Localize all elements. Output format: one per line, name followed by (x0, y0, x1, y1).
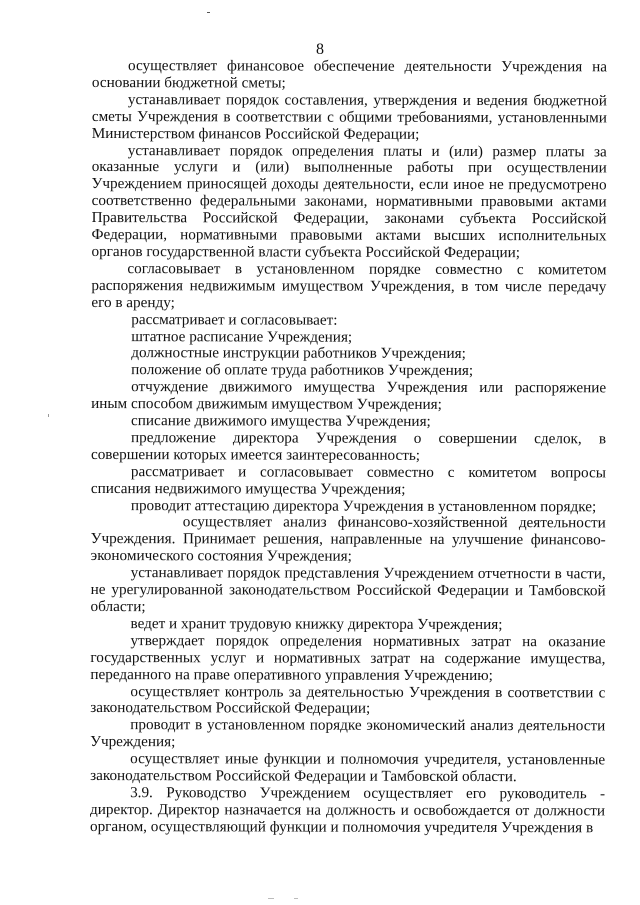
paragraph: предложение директора Учреждения о совершении сделок, в совершении которых имеется заинтересованность; (90, 429, 607, 464)
scan-speck (294, 898, 298, 899)
list-item: ведет и хранит трудовую книжку директора Учреждения; (130, 615, 503, 633)
list-item: списание движимого имущества Учреждения; (131, 412, 431, 430)
paragraph: устанавливает порядок определения платы и (или) размер платы за оказанные услуги и (или) выполненные работы при осуществлении Учреждением приносящей доходы деятельности, если иное не предусмотрено соответственно федеральными законами, нормативными правовыми актами Правительства Российской Федерации, законами субъекта Российской Федерации, нормативными правовыми актами высших исполнительных органов государственной власти субъекта Российской Федерации; (91, 141, 607, 262)
document-body (90, 58, 607, 837)
scan-speck (207, 12, 210, 13)
paragraph: устанавливает порядок представления Учреждением отчетности в части, не урегулированной законодательством Российской Федерации и Тамбовской области; (90, 564, 606, 616)
paragraph: осуществляет иные функции и полномочия учредителя, установленные законодательством Российской Федерации и Тамбовской области. (90, 750, 606, 786)
paragraph: осуществляет анализ финансово-хозяйственной деятельности Учреждения. Принимает решения, направленные на улучшение финансово-экономического состояния Учреждения; (90, 513, 606, 565)
list-item: должностные инструкции работников Учреждения; (131, 344, 466, 363)
paragraph: рассматривает и согласовывает совместно с комитетом вопросы списания недвижимого имущества Учреждения; (90, 462, 606, 498)
list-item: штатное расписание Учреждения; (131, 327, 353, 346)
paragraph: отчуждение движимого имущества Учреждения или распоряжение иным способом движимым имуществом Учреждения; (91, 378, 607, 414)
list-item: положение об оплате труда работников Учреждения; (131, 361, 474, 380)
paragraph: проводит в установленном порядке экономический анализ деятельности Учреждения; (90, 716, 606, 751)
scan-speck (268, 898, 274, 899)
scan-speck (48, 414, 49, 417)
paragraph: осуществляет контроль за деятельностью Учреждения в соответствии с законодательством Российской Федерации; (90, 682, 606, 718)
list-item: рассматривает и согласовывает: (131, 310, 338, 329)
numbered-paragraph: 3.9. Руководство Учреждением осуществляет его руководитель - директор. Директор назначается на должность и освобождается от должности органом, осуществляющий функции и полномочия учредителя Учреждения в (89, 784, 606, 837)
paragraph: устанавливает порядок составления, утверждения и ведения бюджетной сметы Учреждения в соответствии с общими требованиями, установленными Министерством финансов Российской Федерации; (91, 90, 607, 143)
paragraph: согласовывает в установленном порядке совместно с комитетом распоряжения недвижимым имуществом Учреждения, в том числе передачу его в аренду; (91, 259, 607, 311)
paragraph: утверждает порядок определения нормативных затрат на оказание государственных услуг и нормативных затрат на содержание имущества, переданного на праве оперативного управления Учреждению; (90, 631, 606, 684)
page-number: 8 (316, 41, 324, 58)
list-item: проводит аттестацию директора Учреждения в установленном порядке; (130, 496, 597, 515)
paragraph: осуществляет финансовое обеспечение деятельности Учреждения на основании бюджетной сметы; (91, 57, 608, 92)
